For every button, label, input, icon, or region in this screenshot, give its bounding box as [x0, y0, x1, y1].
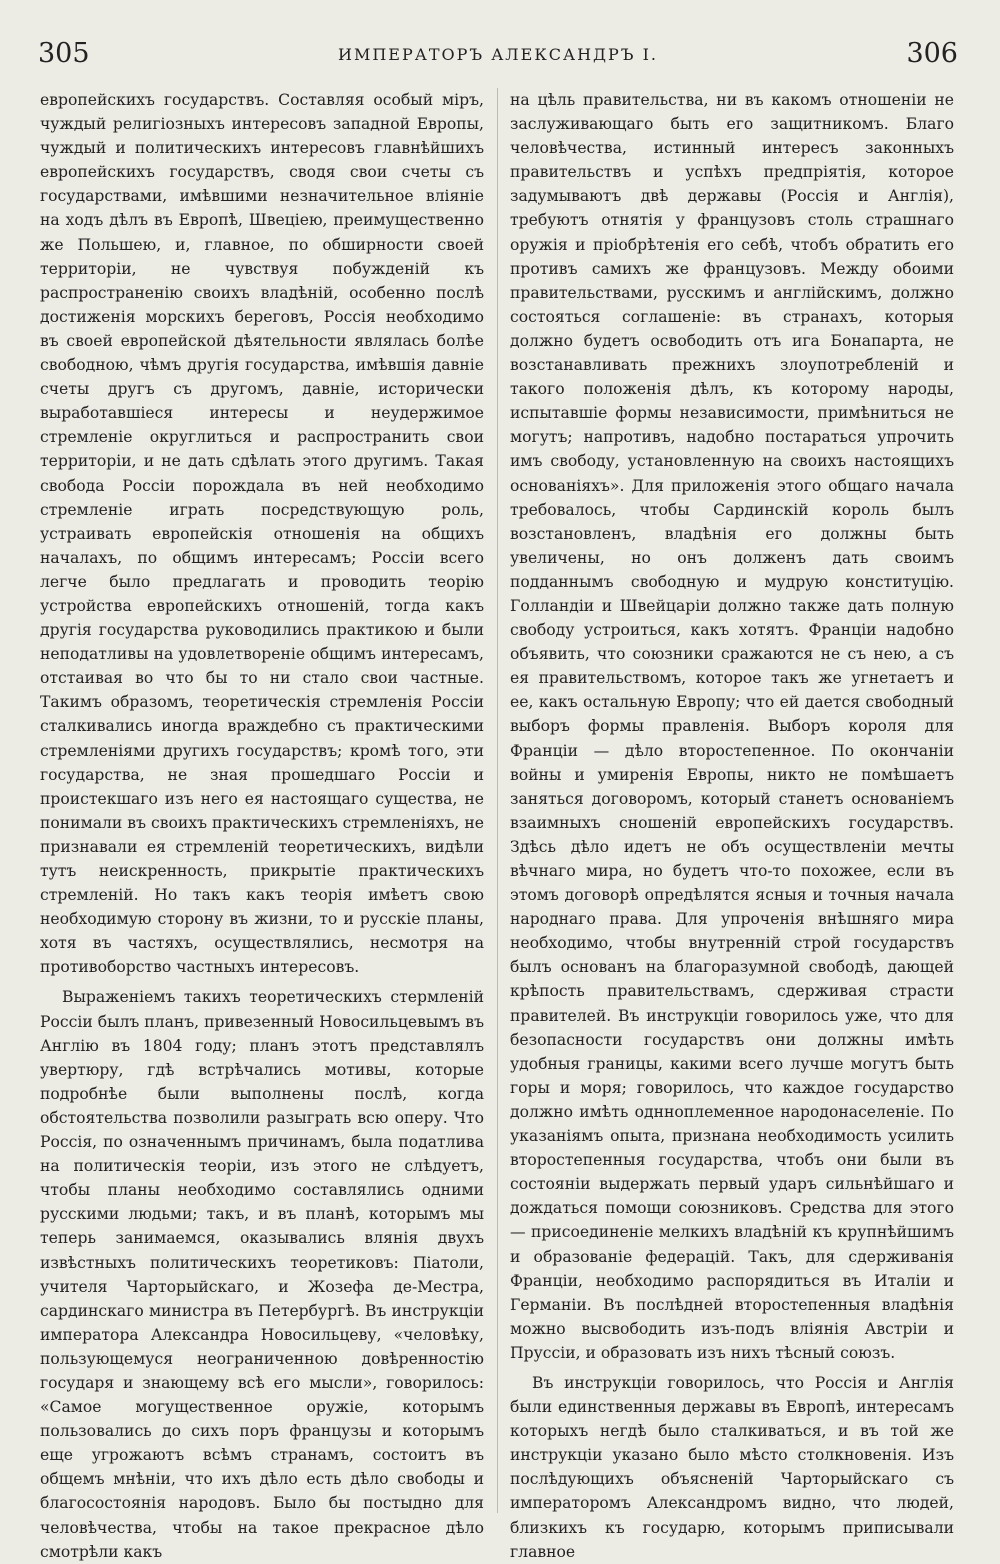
running-title: ИМПЕРАТОРЪ АЛЕКСАНДРЪ I. — [337, 45, 659, 64]
paragraph: Въ инструкціи говорилось, что Россія и Англія были единственныя державы въ Европѣ, интересамъ которыхъ негдѣ было сталкиваться, и въ той же инструкціи указано было мѣсто столкновенія. Изъ послѣдующихъ объясненій Чарторыйскаго съ императоромъ Александромъ видно, что людей, близкихъ къ государю, которымъ приписывали главное — [510, 1373, 954, 1561]
left-column — [40, 88, 484, 1564]
page-number-right: 306 — [906, 38, 958, 69]
paragraph: Выраженіемъ такихъ теоретическихъ стермленій Россіи былъ планъ, привезенный Новосильцевымъ въ Англію въ 1804 году; планъ этотъ представлялъ увертюру, гдѣ встрѣчались мотивы, которые подробнѣе были выполнены послѣ, когда обстоятельства позволили разыграть всю оперу. Что Россія, по означеннымъ причинамъ, была податлива на политическія теоріи, изъ этого не слѣдуетъ, чтобы планы необходимо составлялись одними русскими людьми; такъ, и въ планѣ, которымъ мы теперь занимаемся, оказывались влянія двухъ извѣстныхъ политическихъ теоретиковъ: Піатоли, учителя Чарторыйскаго, и Жозефа де-Местра, сардинскаго министра въ Петербургѣ. Въ инструкціи императора Александра Новосильцеву, «человѣку, пользующемуся неограниченною довѣренностію государя и знающему всѣ его мысли», говорилось: «Самое могущественное оружіе, которымъ пользовались до сихъ поръ французы и которымъ еще угрожаютъ всѣмъ странамъ, состоитъ въ общемъ мнѣніи, что ихъ дѣло есть дѣло свободы и благосостоянія народовъ. Было бы постыдно для человѣчества, чтобы на такое прекрасное дѣло смотрѣли какъ — [40, 988, 484, 1561]
column-divider — [497, 88, 498, 1513]
page-number-left: 305 — [38, 38, 90, 69]
page-header — [38, 38, 958, 78]
paragraph: на цѣль правительства, ни въ какомъ отношеніи не заслуживающаго быть его защитникомъ. Благо человѣчества, истинный интересъ законныхъ правительствъ и успѣхъ предпріятія, которое задумываютъ двѣ державы (Россія и Англія), требуютъ отнятія у французовъ столь страшнаго оружія и пріобрѣтенія его себѣ, чтобъ обратить его противъ самихъ же французовъ. Между обоими правительствами, русскимъ и англійскимъ, должно состояться соглашеніе: въ странахъ, которыя должно будетъ освободить отъ ига Бонапарта, не возстанавливать прежнихъ злоупотребленій и такого положенія дѣлъ, къ которому народы, испытавшіе формы независимости, примѣниться не могутъ; напротивъ, надобно постараться упрочить имъ свободу, установленную на своихъ настоящихъ основаніяхъ». Для приложенія этого общаго начала требовалось, чтобы Сардинскій король былъ возстановленъ, владѣнія его должны быть увеличены, но онъ долженъ дать своимъ подданнымъ свободную и мудрую конституцію. Голландіи и Швейцаріи должно также дать полную свободу устроиться, какъ хотятъ. Франціи надобно объявить, что союзники сражаются не съ нею, а съ ея правительствомъ, которое такъ же угнетаетъ и ее, какъ остальную Европу; что ей дается свободный выборъ формы правленія. Выборъ короля для Франціи — дѣло второстепенное. По окончаніи войны и умиренія Европы, никто не помѣшаетъ заняться договоромъ, который станетъ основаніемъ взаимныхъ сношеній европейскихъ государствъ. Здѣсь дѣло идетъ не объ осуществленіи мечты вѣчнаго мира, но будетъ что-то похожее, если въ этомъ договорѣ опредѣлятся ясныя и точныя начала народнаго права. Для упроченія внѣшняго мира необходимо, чтобы внутренній строй государствъ былъ основанъ на благоразумной свободѣ, дающей крѣпость правительствамъ, сдерживая страсти правителей. Въ инструкціи говорилось уже, что для безопасности государствъ они должны имѣть удобныя границы, какими всего лучше могутъ быть горы и моря; говорилось, что каждое государство должно имѣть однноплеменное народонаселеніе. По указаніямъ опыта, признана необходимость усилить второстепенныя государства, чтобъ они были въ состояніи выдержать первый ударъ сильнѣйшаго и дождаться помощи союзниковъ. Средства для этого — присоединеніе мелкихъ владѣній къ крупнѣйшимъ и образованіе федерацій. Такъ, для сдерживанія Франціи, необходимо распорядиться въ Италіи и Германіи. Въ послѣдней второстепенныя владѣнія можно высвободить изъ-подъ вліянія Австріи и Пруссіи, и образовать изъ нихъ тѣсный союзъ. — [510, 91, 954, 1362]
paragraph: европейскихъ государствъ. Составляя особый міръ, чуждый религіозныхъ интересовъ западной Европы, чуждый и политическихъ интересовъ главнѣйшихъ европейскихъ государствъ, сводя свои счеты съ государствами, имѣвшими незначительное вліяніе на ходъ дѣлъ въ Европѣ, Швеціею, преимущественно же Польшею, и, главное, по обширности своей территоріи, не чувствуя побужденій къ распространенію своихъ владѣній, особенно послѣ достиженія морскихъ береговъ, Россія необходимо въ своей европейской дѣятельности являлась болѣе свободною, чѣмъ другія государства, имѣвшія давніе счеты другъ съ другомъ, давніе, исторически выработавшіеся интересы и неудержимое стремленіе округлиться и распространить свои территоріи, и не дать сдѣлать этого другимъ. Такая свобода Россіи порождала въ ней необходимо стремленіе играть посредствующую роль, устраивать европейскія отношенія на общихъ началахъ, по общимъ интересамъ; Россіи всего легче было предлагать и проводить теорію устройства европейскихъ отношеній, тогда какъ другія государства руководились практикою и были неподатливы на удовлетвореніе общимъ интересамъ, отстаивая во что бы то ни стало свои частные. Такимъ образомъ, теоретическія стремленія Россіи сталкивались иногда враждебно съ практическими стремленіями другихъ государствъ; кромѣ того, эти государства, не зная прошедшаго Россіи и проистекшаго изъ него ея настоящаго существа, не понимали въ своихъ практическихъ стремленіяхъ, не признавали ея стремленій теоретическихъ, видѣли тутъ неискренность, прикрытіе практическихъ стремленій. Но такъ какъ теорія имѣетъ свою необходимую сторону въ жизни, то и русскіе планы, хотя въ частяхъ, осуществлялись, несмотря на противоборство частныхъ интересовъ. — [40, 91, 484, 977]
right-column — [510, 88, 954, 1564]
